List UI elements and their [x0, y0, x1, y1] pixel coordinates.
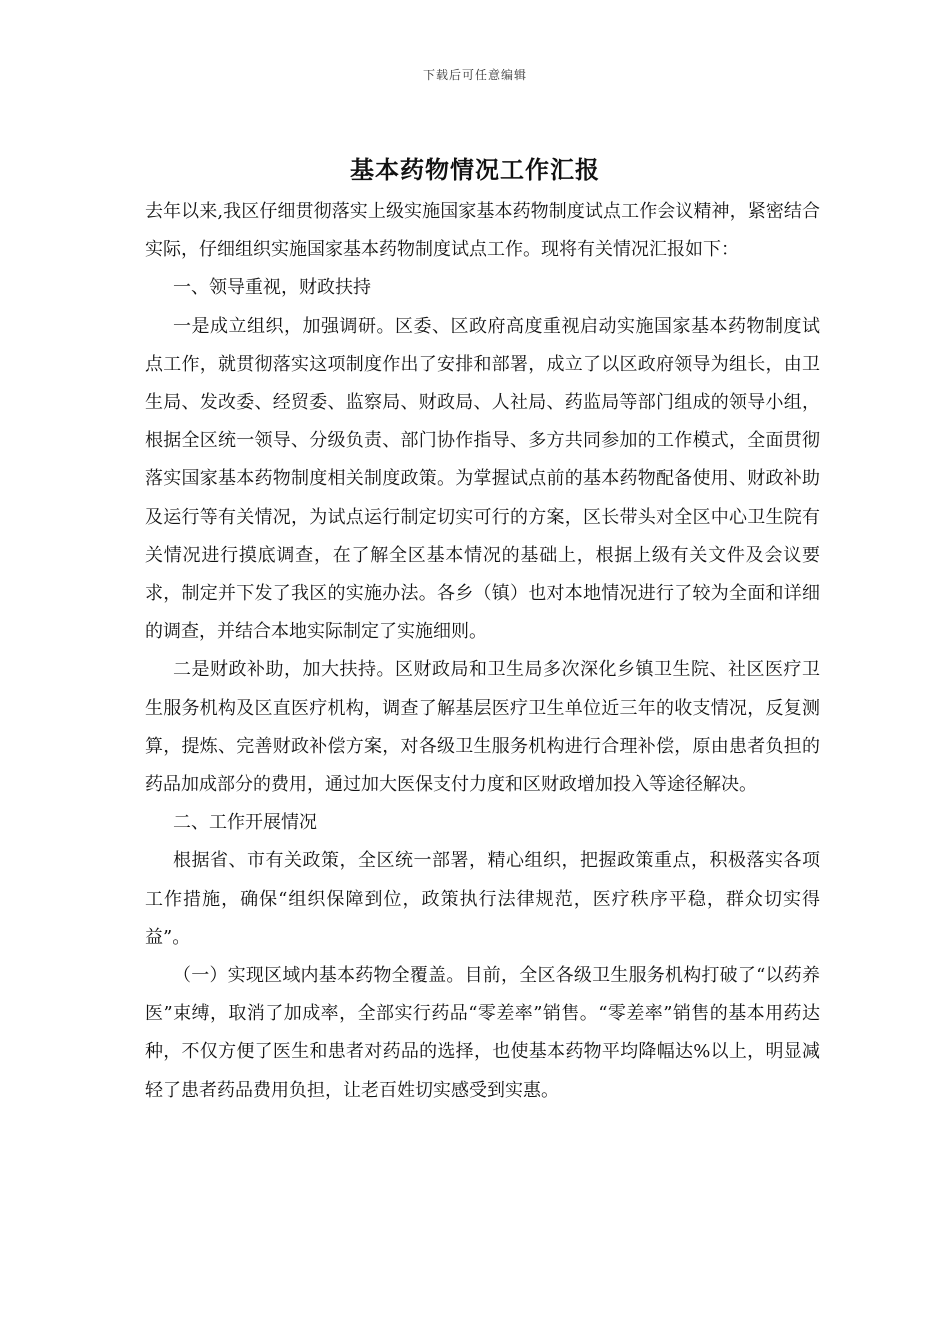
- section-heading-2: 二、工作开展情况: [173, 812, 317, 834]
- header-note: 下载后可任意编辑: [422, 68, 527, 82]
- document-body: [145, 193, 820, 1110]
- section-heading-1: 一、领导重视，财政扶持: [173, 277, 371, 299]
- paragraph-finance: 二是财政补助，加大扶持。区财政局和卫生局多次深化乡镇卫生院、社区医疗卫生服务机构及区直医疗机构，调查了解基层医疗卫生单位近三年的收支情况，反复测算，提炼、完善财政补偿方案，对各级卫生服务机构进行合理补偿，原由患者负担的药品加成部分的费用，通过加大医保支付力度和区财政增加投入等途径解决。: [145, 659, 820, 796]
- document-title: 基本药物情况工作汇报: [350, 155, 600, 184]
- paragraph-organization: 一是成立组织，加强调研。区委、区政府高度重视启动实施国家基本药物制度试点工作，就贯彻落实这项制度作出了安排和部署，成立了以区政府领导为组长，由卫生局、发改委、经贸委、监察局、财政局、人社局、药监局等部门组成的领导小组，根据全区统一领导、分级负责、部门协作指导、多方共同参加的工作模式，全面贯彻落实国家基本药物制度相关制度政策。为掌握试点前的基本药物配备使用、财政补助及运行等有关情况，为试点运行制定切实可行的方案，区长带头对全区中心卫生院有关情况进行摸底调查，在了解全区基本情况的基础上，根据上级有关文件及会议要求，制定并下发了我区的实施办法。各乡（镇）也对本地情况进行了较为全面和详细的调查，并结合本地实际制定了实施细则。: [145, 315, 820, 643]
- paragraph-intro: 去年以来,我区仔细贯彻落实上级实施国家基本药物制度试点工作会议精神，紧密结合实际，仔细组织实施国家基本药物制度试点工作。现将有关情况汇报如下：: [145, 201, 820, 261]
- paragraph-policy: 根据省、市有关政策，全区统一部署，精心组织，把握政策重点，积极落实各项工作措施，确保“组织保障到位，政策执行法律规范，医疗秩序平稳，群众切实得益”。: [145, 850, 820, 948]
- paragraph-coverage: （一）实现区域内基本药物全覆盖。目前，全区各级卫生服务机构打破了“以药养医”束缚，取消了加成率，全部实行药品“零差率”销售。“零差率”销售的基本用药达种，不仅方便了医生和患者对药品的选择，也使基本药物平均降幅达%以上，明显减轻了患者药品费用负担，让老百姓切实感受到实惠。: [145, 965, 820, 1101]
